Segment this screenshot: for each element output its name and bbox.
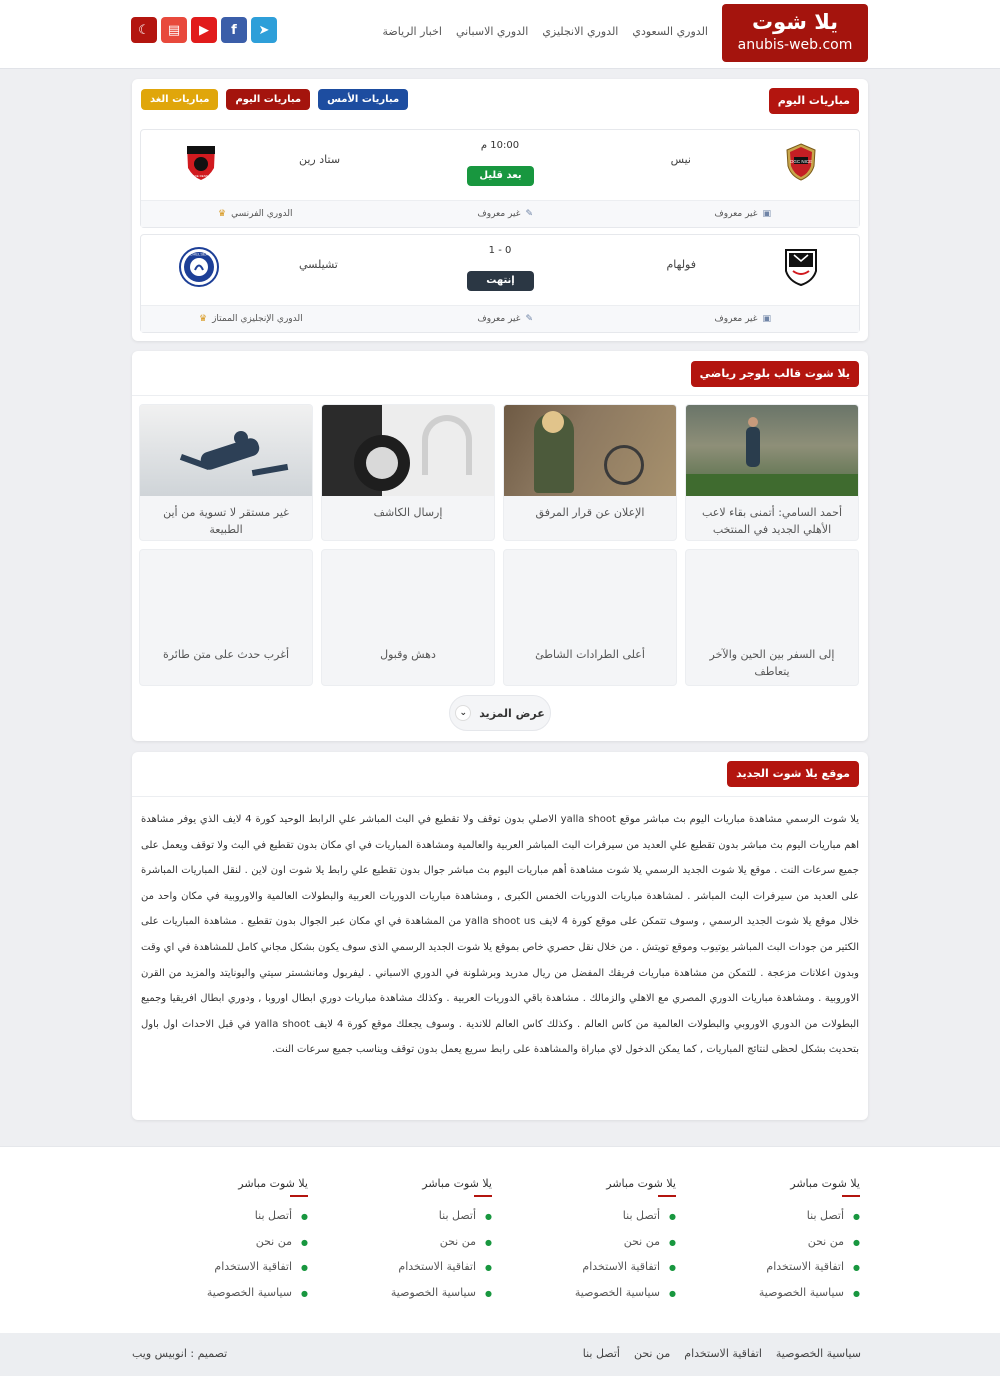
footer-column — [148, 1177, 308, 1305]
footer-link[interactable] — [516, 1203, 676, 1229]
away-crest-text: CHELSEA — [189, 251, 209, 257]
footer-link[interactable] — [516, 1254, 676, 1280]
match-league — [218, 209, 292, 219]
footer-link-label[interactable]: سياسية الخصوصية — [390, 1285, 477, 1299]
article-card — [132, 752, 868, 1120]
footer-link-label[interactable]: من نحن — [439, 1234, 477, 1248]
social-links — [131, 17, 277, 43]
footer-link-label[interactable]: من نحن — [623, 1234, 661, 1248]
footer-link-label[interactable]: سياسية الخصوصية — [758, 1285, 845, 1299]
league-value: الدوري الإنجليزي الممتاز — [212, 314, 303, 324]
bottom-link-privacy[interactable]: سياسية الخصوصية — [775, 1347, 861, 1360]
footer-title-underline — [842, 1195, 860, 1197]
footer-title-underline — [658, 1195, 676, 1197]
bullet-icon: ● — [669, 1237, 676, 1247]
footer-link[interactable] — [332, 1203, 492, 1229]
facebook-icon[interactable]: f — [221, 17, 247, 43]
site-footer — [0, 1146, 1000, 1333]
store-icon[interactable]: ▤ — [161, 17, 187, 43]
footer-link[interactable] — [148, 1254, 308, 1280]
design-credit[interactable]: تصميم : انوبيس ويب — [132, 1347, 228, 1360]
post-title[interactable]: غير مستقر لا تسوية من أين الطبيعة — [163, 506, 289, 536]
league-value: الدوري الفرنسي — [231, 209, 293, 219]
away-team-name[interactable]: ستاد رين — [299, 153, 341, 166]
footer-title-underline — [474, 1195, 492, 1197]
match-card[interactable] — [140, 234, 860, 333]
youtube-icon[interactable]: ▶ — [191, 17, 217, 43]
post-thumbnail[interactable] — [322, 405, 494, 496]
post-card[interactable] — [685, 549, 859, 686]
footer-title-underline — [290, 1195, 308, 1197]
matches-card — [132, 79, 868, 341]
show-more-label: عرض المزيد — [479, 706, 545, 720]
matches-tabs — [141, 89, 408, 110]
post-card[interactable] — [503, 404, 677, 541]
post-card[interactable] — [139, 549, 313, 686]
footer-column-title: يلا شوت مباشر — [790, 1177, 860, 1190]
bullet-icon: ● — [301, 1288, 308, 1298]
tab-yesterday[interactable]: مباريات الأمس — [318, 89, 408, 110]
logo-domain: anubis-web.com — [737, 37, 853, 53]
trophy-icon: ♛ — [218, 209, 227, 219]
bullet-icon: ● — [301, 1263, 308, 1273]
tab-tomorrow[interactable]: مباريات الغد — [141, 89, 218, 110]
post-thumbnail[interactable] — [686, 405, 858, 496]
tv-icon: ▣ — [762, 209, 771, 219]
bullet-icon: ● — [853, 1288, 860, 1298]
post-card[interactable] — [321, 549, 495, 686]
post-card[interactable] — [321, 404, 495, 541]
footer-link[interactable] — [700, 1254, 860, 1280]
footer-link-label[interactable]: أتصل بنا — [438, 1209, 477, 1222]
footer-link-label[interactable]: اتفاقية الاستخدام — [214, 1260, 293, 1274]
bullet-icon: ● — [669, 1288, 676, 1298]
away-team-name[interactable]: تشيلسي — [299, 258, 338, 271]
footer-link[interactable] — [516, 1229, 676, 1255]
logo-title: يلا شوت — [751, 10, 839, 34]
article-title: موقع يلا شوت الجديد — [727, 761, 859, 787]
nav-spanish-league[interactable]: الدوري الاسباني — [455, 25, 529, 38]
home-team-name[interactable]: فولهام — [666, 258, 696, 271]
home-team-name[interactable]: نيس — [670, 153, 691, 166]
post-card[interactable] — [139, 404, 313, 541]
nav-sports-news[interactable]: اخبار الرياضة — [382, 25, 442, 38]
footer-link-label[interactable]: أتصل بنا — [254, 1209, 293, 1222]
bullet-icon: ● — [853, 1263, 860, 1273]
match-score: 0 - 1 — [488, 245, 512, 256]
bullet-icon: ● — [853, 1212, 860, 1221]
show-more-button[interactable] — [449, 695, 551, 731]
post-title[interactable]: أحمد السامي: أتمنى بقاء لاعب الأهلي الجديد في المنتخب — [701, 506, 843, 536]
post-title[interactable]: إلى السفر بين الحين والآخر يتعاطف — [709, 648, 835, 678]
footer-link[interactable] — [700, 1229, 860, 1255]
chevron-down-icon: ⌄ — [455, 705, 471, 721]
bullet-icon: ● — [485, 1212, 492, 1221]
footer-link-label[interactable]: من نحن — [807, 1234, 845, 1248]
article-body: يلا شوت الرسمي مشاهدة مباريات اليوم بث مباشر موقع yalla shoot الاصلي بدون توقف ولا تقطيع في البث المباشر علي الرابط الوحيد كورة 4 لايف الذي يوفر مشاهدة اهم مباريات اليوم بث مباشر بدون تقطيع علي العديد من سيرفرات البث المباشر العربية والعالمية ومشاهدة المباريات في اي مكان بدون تقطيع في البث ولا توقف ويعمل على جميع سرعات النت . موقع يلا شوت الجديد الرسمي يلا شوت مشاهدة أهم مباريات اليوم بث مباشر جوال بدون تقطيع علي رابط يلا شوت اون لاين . لنقل المباريات المباشرة على العديد من سيرفرات البث المباشر . لمشاهدة مباريات الدوريات الخمس الكبرى , ومشاهدة مباريات الدوريات العربية والبطولات العالمية والاوروبية في مكان واحد من خلال موقع يلا شوت الجديد الرسمي , وسوف تتمكن على موقع كورة 4 لايف yalla shoot us من المشاهدة في اي مكان عبر الجوال بدون تقطيع . مشاهدة المباريات على الكثير من جودات البث المباشر يوتيوب وموقع تويتش . من خلال نقل حصري خاص بموقع يلا شوت الجديد الرسمي الذى سوف يكون بشكل مجاني كامل للمشاهدة في اي وقت وبدون اعلانات مزعجة . للتمكن من مشاهدة مباريات فريقك المفضل من ريال مدريد وبرشلونة في الدوري الاسباني . ليفربول ومانشستر سيتي واليونايتد والمزيد من القرن الاوروبية . ومشاهدة مباريات الدوري المصري مع الاهلي والزمالك . مشاهدة باقي الدوريات العربية . وكذلك مشاهدة مباريات دوري ابطال اوروبا , ودوري ابطال افريقيا وجميع البطولات من الدوري الاوروبي والبطولات العالمية من كاس العالم . وكذلك كاس العالم للاندية . وسوف يجعلك موقع كورة 4 لايف yalla shoot في قبل الاحداث اول باول بتحديث بشكل لحظى لنتائج المباريات , كما يمكن الدخول لاي مباراة والمشاهدة على رابط سريع يعمل بدون توقف ويناسب جميع سرعات النت. — [141, 814, 859, 1056]
footer-link[interactable] — [148, 1229, 308, 1255]
tab-today[interactable]: مباريات اليوم — [226, 89, 310, 110]
site-logo[interactable] — [722, 4, 868, 62]
footer-link[interactable] — [516, 1280, 676, 1306]
bullet-icon: ● — [301, 1237, 308, 1247]
match-channel — [714, 314, 771, 324]
footer-link[interactable] — [148, 1203, 308, 1229]
site-header — [0, 0, 1000, 69]
bottom-link-terms[interactable]: اتفاقية الاستخدام — [684, 1347, 762, 1360]
footer-link-label[interactable]: سياسية الخصوصية — [206, 1285, 293, 1299]
bullet-icon: ● — [301, 1212, 308, 1221]
match-commentator — [477, 314, 533, 324]
footer-column-title: يلا شوت مباشر — [238, 1177, 308, 1190]
footer-link[interactable] — [332, 1254, 492, 1280]
bullet-icon: ● — [853, 1237, 860, 1247]
post-card[interactable] — [685, 404, 859, 541]
post-thumbnail[interactable] — [504, 405, 676, 496]
bottom-bar — [0, 1333, 1000, 1376]
post-title[interactable]: الإعلان عن قرار المرفق — [535, 506, 645, 519]
footer-link-label[interactable]: سياسية الخصوصية — [574, 1285, 661, 1299]
bullet-icon: ● — [485, 1288, 492, 1298]
posts-title: يلا شوت قالب بلوجر رياضي — [691, 361, 859, 387]
footer-column — [700, 1177, 860, 1305]
home-crest-text: OGC NICE — [789, 159, 813, 164]
footer-link[interactable] — [332, 1229, 492, 1255]
post-title[interactable]: أعلى الطرادات الشاطئ — [535, 648, 645, 661]
footer-link[interactable] — [332, 1280, 492, 1306]
tv-icon: ▣ — [762, 314, 771, 324]
commentator-value: غير معروف — [477, 314, 521, 324]
trophy-icon: ♛ — [199, 314, 208, 324]
match-league — [199, 314, 303, 324]
footer-link-label[interactable]: اتفاقية الاستخدام — [398, 1260, 477, 1274]
bottom-link-about[interactable]: من نحن — [633, 1347, 671, 1360]
match-commentator — [477, 209, 533, 219]
away-crest-text: STADE RENNAIS — [189, 174, 213, 178]
footer-link[interactable] — [148, 1280, 308, 1306]
away-team-crest — [179, 247, 219, 287]
footer-column — [516, 1177, 676, 1305]
article-divider — [132, 796, 868, 797]
nav-saudi-league[interactable]: الدوري السعودي — [632, 25, 708, 38]
post-thumbnail[interactable] — [140, 405, 312, 496]
match-card[interactable] — [140, 129, 860, 228]
microphone-icon: ✎ — [525, 314, 533, 324]
posts-divider — [132, 395, 868, 396]
away-team-crest — [181, 142, 221, 182]
footer-link-label[interactable]: أتصل بنا — [622, 1209, 661, 1222]
match-status: بعد قليل — [467, 166, 534, 186]
bottom-link-contact[interactable]: أتصل بنا — [582, 1347, 620, 1360]
footer-column-title: يلا شوت مباشر — [606, 1177, 676, 1190]
channel-value: غير معروف — [714, 209, 758, 219]
post-title[interactable]: دهش وقبول — [380, 648, 436, 661]
post-title[interactable]: إرسال الكاشف — [373, 506, 443, 519]
post-title[interactable]: أغرب حدث على متن طائرة — [162, 648, 290, 661]
moon-icon[interactable]: ☾ — [131, 17, 157, 43]
footer-link[interactable] — [700, 1280, 860, 1306]
bullet-icon: ● — [485, 1237, 492, 1247]
nav-english-league[interactable]: الدوري الانجليزي — [542, 25, 619, 38]
footer-column-title: يلا شوت مباشر — [422, 1177, 492, 1190]
footer-link-label[interactable]: أتصل بنا — [806, 1209, 845, 1222]
footer-link-label[interactable]: اتفاقية الاستخدام — [582, 1260, 661, 1274]
bullet-icon: ● — [669, 1212, 676, 1221]
bullet-icon: ● — [485, 1263, 492, 1273]
microphone-icon: ✎ — [525, 209, 533, 219]
commentator-value: غير معروف — [477, 209, 521, 219]
post-card[interactable] — [503, 549, 677, 686]
posts-card — [132, 351, 868, 741]
footer-link-label[interactable]: اتفاقية الاستخدام — [766, 1260, 845, 1274]
main-nav — [382, 25, 708, 38]
match-status: إنتهت — [467, 271, 534, 291]
telegram-icon[interactable]: ➤ — [251, 17, 277, 43]
bottom-links — [583, 1347, 861, 1360]
footer-column — [332, 1177, 492, 1305]
match-channel — [714, 209, 771, 219]
bullet-icon: ● — [669, 1263, 676, 1273]
match-time: 10:00 م — [480, 140, 520, 151]
footer-link-label[interactable]: من نحن — [255, 1234, 293, 1248]
footer-link[interactable] — [700, 1203, 860, 1229]
matches-title: مباريات اليوم — [769, 88, 859, 114]
channel-value: غير معروف — [714, 314, 758, 324]
